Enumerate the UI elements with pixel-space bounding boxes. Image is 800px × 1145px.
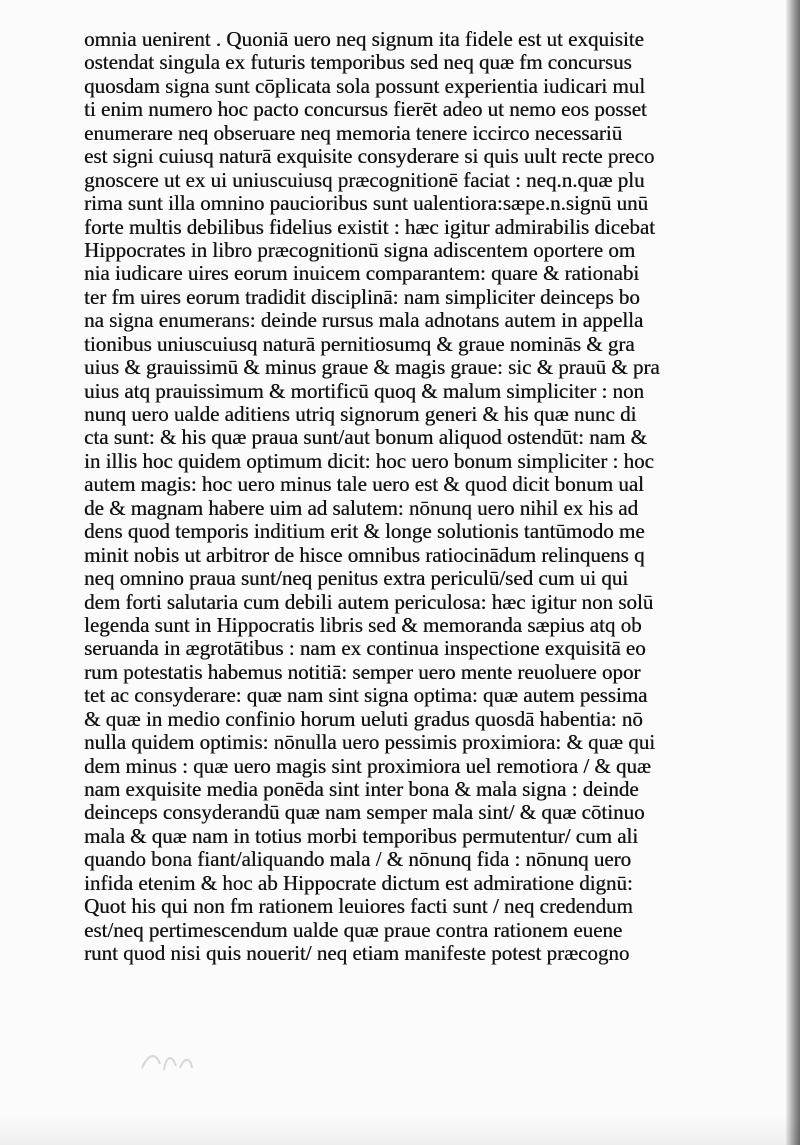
ink-smudge <box>138 1048 196 1074</box>
text-line: tet ac consyderare: quæ nam sint signa optima: quæ autem pessima <box>84 684 648 708</box>
text-line: na signa enumerans: deinde rursus mala adnotans autem in appella <box>84 309 644 333</box>
text-line: in illis hoc quidem optimum dicit: hoc uero bonum simpliciter : hoc <box>84 449 654 473</box>
text-line: ti enim numero hoc pacto concursus fierēt adeo ut nemo eos posset <box>84 98 647 122</box>
text-line: rum potestatis habemus notitiā: semper uero mente reuoluere opor <box>84 660 641 684</box>
text-line: de & magnam habere uim ad salutem: nōnunq uero nihil ex his ad <box>84 496 639 520</box>
text-line: ter fm uires eorum tradidit disciplinā: nam simpliciter deinceps bo <box>84 285 640 309</box>
text-line: quando bona fiant/aliquando mala / & nōnunq fida : nōnunq uero <box>84 848 632 872</box>
text-line: infida etenim & hoc ab Hippocrate dictum est admiratione dignū: <box>84 871 633 895</box>
text-line: neq omnino praua sunt/neq penitus extra periculū/sed cum ui qui <box>84 567 629 591</box>
page-edge-shadow <box>786 0 800 1145</box>
text-line: cta sunt: & his quæ praua sunt/aut bonum aliquod ostendūt: nam & <box>84 426 647 450</box>
text-line: dens quod temporis inditium erit & longe solutionis tantūmodo me <box>84 520 645 544</box>
text-line: seruanda in ægrotātibus : nam ex continua inspectione exquisitā eo <box>84 637 646 661</box>
text-line: autem magis: hoc uero minus tale uero est & quod dicit bonum ual <box>84 473 644 497</box>
body-text <box>84 28 774 966</box>
text-line: minit nobis ut arbitror de hisce omnibus ratiocinādum relinquens q <box>84 543 645 567</box>
text-line: & quæ in medio confinio horum ueluti gradus quosdā habentia: nō <box>84 707 643 731</box>
text-line: mala & quæ nam in totius morbi temporibus permutentur/ cum ali <box>84 824 639 848</box>
text-line: nia iudicare uires eorum inuicem comparantem: quare & rationabi <box>84 262 640 286</box>
text-line: uius atq prauissimum & mortificū quoq & malum simpliciter : non <box>84 379 644 403</box>
text-line: Quot his qui non fm rationem leuiores facti sunt / neq credendum <box>84 895 633 919</box>
text-line: nam exquisite media ponēda sint inter bona & mala signa : deinde <box>84 778 639 801</box>
text-line: est/neq pertimescendum ualde quæ praue contra rationem euene <box>84 918 623 942</box>
text-line: dem forti salutaria cum debili autem periculosa: hæc igitur non solū <box>84 590 654 614</box>
text-line: nunq uero ualde aditiens utriq signorum generi & his quæ nunc di <box>84 403 637 426</box>
page-bottom-shade <box>0 1115 800 1145</box>
text-line: rima sunt illa omnino paucioribus sunt ualentiora:sæpe.n.signū unū <box>84 192 649 216</box>
text-line: tionibus uniuscuiusq naturā pernitiosumq & graue nominās & gra <box>84 332 635 356</box>
text-line: est signi cuiusq naturā exquisite consyderare si quis uult recte preco <box>84 145 655 169</box>
text-line: nulla quidem optimis: nōnulla uero pessimis proximiora: & quæ qui <box>84 731 656 755</box>
text-line: quosdam signa sunt cōplicata sola possunt experientia iudicari mul <box>84 74 646 98</box>
text-line: enumerare neq obseruare neq memoria tenere iccirco necessariū <box>84 121 623 145</box>
text-line: omnia uenirent . Quoniā uero neq signum ita fidele est ut exquisite <box>84 28 644 51</box>
text-line: gnoscere ut ex ui uniuscuiusq præcognitionē faciat : neq.n.quæ plu <box>84 168 645 192</box>
text-line: ostendat singula ex futuris temporibus sed neq quæ fm concursus <box>84 51 632 75</box>
text-line: legenda sunt in Hippocratis libris sed & memoranda sæpius atq ob <box>84 613 642 637</box>
text-line: forte multis debilibus fidelius existit : hæc igitur admirabilis dicebat <box>84 215 655 239</box>
text-line: runt quod nisi quis nouerit/ neq etiam manifeste potest præcogno <box>84 942 630 966</box>
text-line: uius & grauissimū & minus graue & magis graue: sic & prauū & pra <box>84 356 660 380</box>
text-line: deinceps consyderandū quæ nam semper mala sint/ & quæ cōtinuo <box>84 801 645 825</box>
text-line: Hippocrates in libro præcognitionū signa adiscentem oportere om <box>84 238 636 262</box>
text-line: dem minus : quæ uero magis sint proximiora uel remotiora / & quæ <box>84 754 651 778</box>
